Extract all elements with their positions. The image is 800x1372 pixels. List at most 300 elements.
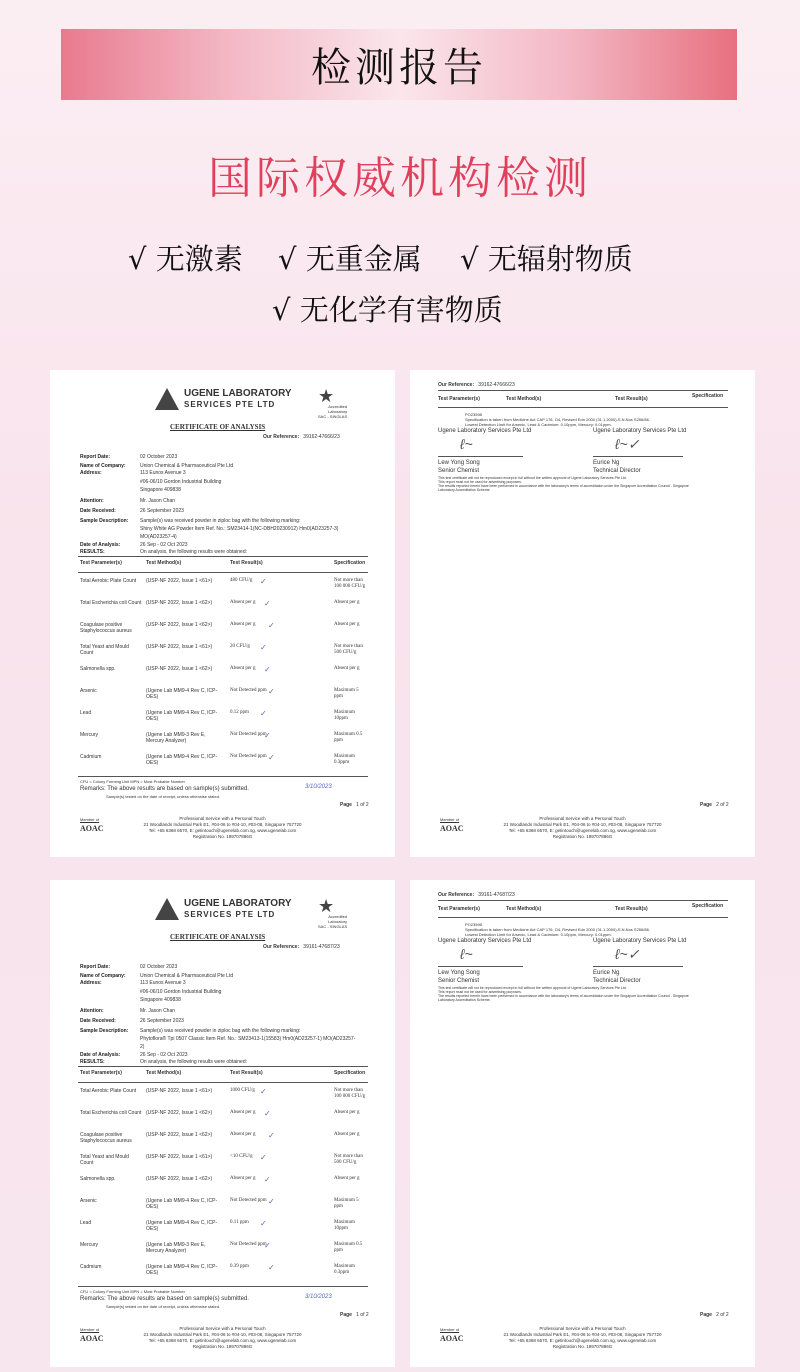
page-value: 1 of 2	[356, 1312, 369, 1318]
abbreviation-note: CFU = Colony Forming Unit MPN = Most Probable Number	[80, 779, 185, 784]
signature-line	[593, 966, 683, 967]
aoac-logo: AOAC	[80, 824, 104, 833]
test-method: (Ugene Lab MM9-3 Rev E,	[146, 1242, 206, 1248]
check-mark-icon: ✓	[260, 643, 267, 652]
check-mark-icon: ✓	[268, 621, 275, 630]
lab-name-line1: UGENE LABORATORY	[184, 898, 292, 909]
specification: Maximum	[334, 1220, 355, 1225]
feature-no-hormones: √ 无激素	[128, 242, 243, 276]
divider	[438, 390, 728, 391]
test-result: 0.11 ppm	[230, 1220, 249, 1225]
test-method: Mercury Analyzer)	[146, 738, 187, 744]
test-result: <10 CFU/g	[230, 1154, 253, 1159]
signing-company: Ugene Laboratory Services Pte Ltd	[593, 428, 687, 434]
test-parameter: Total Yeast and Mould	[80, 644, 129, 650]
specification: Maximum	[334, 754, 355, 759]
section-banner	[61, 29, 737, 100]
page-number	[700, 1312, 729, 1318]
test-method: (Ugene Lab MM9-4 Rev C, ICP-	[146, 1220, 218, 1226]
value-company: Union Chemical & Pharmaceutical Pte Ltd	[140, 973, 234, 979]
test-method: (Ugene Lab MM9-4 Rev C, ICP-	[146, 1198, 218, 1204]
divider	[78, 1082, 368, 1083]
page2-note: Lowest Detection Limit for Arsenic, Lead & Cadmium: 0.10ppm, Mercury: 0.01ppm.	[465, 422, 612, 427]
specification: ppm	[334, 694, 343, 699]
test-parameter: Total Escherichia coli Count	[80, 600, 142, 606]
value-attention: Mr. Jason Chan	[140, 1008, 176, 1014]
test-parameter: Total Escherichia coli Count	[80, 1110, 142, 1116]
footer-line: Registration No. 199707886G	[552, 1344, 613, 1349]
test-method: (USP-NF 2022, Issue 1 <61>)	[146, 644, 213, 650]
signer-title: Technical Director	[593, 468, 641, 474]
specification: Maximum 0.5	[334, 1242, 363, 1247]
label-address: Address:	[80, 470, 102, 476]
divider	[438, 917, 728, 918]
footer-line: 21 Woodlands Industrial Park E1, #04-06 to #04-10, #03-08, Singapore 757720	[143, 822, 302, 827]
label-sample: Sample Description:	[80, 518, 129, 524]
test-result: Absent per g	[230, 1110, 256, 1115]
lab-logo	[155, 898, 292, 920]
label-report_date: Report Date:	[80, 454, 111, 460]
specification: 10ppm	[334, 1226, 348, 1231]
signature-date: 3/10/2023	[305, 1294, 332, 1300]
disclaimer: This report must not be used for advertising purposes.	[438, 480, 522, 484]
signature-line	[438, 966, 523, 967]
page2-note: Lowest Detection Limit for Arsenic, Lead & Cadmium: 0.10ppm, Mercury: 0.01ppm.	[465, 932, 612, 937]
footer-line: Registration No. 199707886G	[192, 834, 253, 839]
test-method: OES)	[146, 694, 159, 700]
specification: Absent per g	[334, 1176, 360, 1181]
disclaimer: This test certificate will not be reproduced except in full without the written approval of Ugene Laboratory Services Pte Ltd.	[438, 476, 627, 480]
check-mark-icon: ✓	[264, 599, 271, 608]
test-parameter: Staphylococcus aureus	[80, 1138, 132, 1144]
test-result: 0.12 ppm	[230, 710, 249, 715]
column-header: Specification	[692, 903, 724, 909]
signing-company: Ugene Laboratory Services Pte Ltd	[593, 938, 687, 944]
feature-no-harmful-chemicals: √ 无化学有害物质	[272, 293, 503, 327]
lab-name-line2: SERVICES PTE LTD	[184, 910, 276, 919]
lab-logo	[155, 388, 292, 410]
test-parameter: Coagulase positive	[80, 622, 123, 628]
label-attention: Attention:	[80, 498, 104, 504]
label-report_date: Report Date:	[80, 964, 111, 970]
member-of-label: Member of	[80, 1327, 100, 1332]
test-result: Absent per g	[230, 600, 256, 605]
test-parameter: Lead	[80, 710, 92, 716]
check-mark-icon: ✓	[260, 577, 267, 586]
value-report_date: 02 October 2023	[140, 964, 178, 970]
check-mark-icon: ✓	[264, 731, 271, 740]
test-method: (USP-NF 2022, Issue 1 <62>)	[146, 600, 213, 606]
subtitle: 国际权威机构检测	[208, 153, 592, 204]
value-company: Singapore 409838	[140, 487, 181, 493]
test-parameter: Mercury	[80, 732, 99, 738]
reference-label: Our Reference:	[263, 434, 300, 440]
test-result: Absent per g	[230, 1176, 256, 1181]
member-of-label: Member of	[440, 1327, 460, 1332]
value-results: On analysis, the following results were obtained:	[140, 549, 248, 555]
label-sample: Sample Description:	[80, 1028, 129, 1034]
specification: Maximum 0.5	[334, 732, 363, 737]
accreditation-text: SAC - SINGLAS	[318, 924, 348, 929]
value-sample: Sample(s) was received powder in ziploc bag with the following marking:	[140, 518, 301, 524]
test-method: (USP-NF 2022, Issue 1 <62>)	[146, 1110, 213, 1116]
page-value: 2 of 2	[716, 1312, 729, 1318]
specification: ppm	[334, 738, 343, 743]
test-method: (USP-NF 2022, Issue 1 <61>)	[146, 1154, 213, 1160]
reference-label: Our Reference:	[263, 944, 300, 950]
page-number	[340, 802, 369, 808]
specification: Maximum	[334, 1264, 355, 1269]
divider	[78, 1286, 368, 1287]
test-parameter: Coagulase positive	[80, 1132, 123, 1138]
test-parameter: Total Aerobic Plate Count	[80, 578, 137, 584]
value-company: Union Chemical & Pharmaceutical Pte Ltd	[140, 463, 234, 469]
specification: Absent per g	[334, 1110, 360, 1115]
test-parameter: Lead	[80, 1220, 92, 1226]
value-company: 113 Eunos Avenue 3	[140, 470, 186, 476]
aoac-logo: AOAC	[440, 1334, 464, 1343]
check-mark-icon: ✓	[268, 1197, 275, 1206]
specification: 500 CFU/g	[334, 650, 357, 655]
column-header: Test Method(s)	[146, 1070, 182, 1076]
test-method: (Ugene Lab MM9-3 Rev E,	[146, 732, 206, 738]
signature-icon: ℓ~✓	[615, 436, 640, 452]
label-results: RESULTS:	[80, 1059, 105, 1065]
divider	[78, 776, 368, 777]
certificate-page-2	[410, 880, 755, 1367]
test-method: (USP-NF 2022, Issue 1 <62>)	[146, 666, 213, 672]
test-method: (USP-NF 2022, Issue 1 <62>)	[146, 622, 213, 628]
label-results: RESULTS:	[80, 549, 105, 555]
test-parameter: Total Yeast and Mould	[80, 1154, 129, 1160]
check-mark-icon: ✓	[268, 753, 275, 762]
our-reference	[438, 892, 515, 898]
page-label: Page	[700, 802, 712, 808]
reference-value: 39162-47666/23	[303, 434, 340, 440]
signer-name: Eurice Ng	[593, 460, 620, 466]
label-attention: Attention:	[80, 1008, 104, 1014]
column-header: Test Result(s)	[615, 396, 648, 402]
specification: Maximum 5	[334, 688, 359, 693]
specification: Not more than	[334, 1088, 363, 1093]
value-report_date: 02 October 2023	[140, 454, 178, 460]
lab-triangle-icon	[155, 388, 179, 410]
abbreviation-note: CFU = Colony Forming Unit MPN = Most Probable Number	[80, 1289, 185, 1294]
footer-line: 21 Woodlands Industrial Park E1, #04-06 to #04-10, #03-08, Singapore 757720	[143, 1332, 302, 1337]
specification: Maximum	[334, 710, 355, 715]
value-sample: MO(AD23257-4)	[140, 534, 177, 540]
column-header: Test Parameter(s)	[80, 1070, 122, 1076]
column-header: Test Result(s)	[230, 1070, 263, 1076]
test-method: (Ugene Lab MM9-4 Rev C, ICP-	[146, 754, 218, 760]
accreditation-badge	[318, 898, 347, 929]
aoac-logo: AOAC	[440, 824, 464, 833]
footer-line: Tel: +65 6368 6570, E: getintouch@ugenelab.com.sg, www.ugenelab.com	[148, 828, 297, 833]
footer-line: Registration No. 199707886G	[192, 1344, 253, 1349]
specification: Maximum 5	[334, 1198, 359, 1203]
test-result: Absent per g	[230, 1132, 256, 1137]
test-method: (USP-NF 2022, Issue 1 <61>)	[146, 578, 213, 584]
specification: ppm	[334, 1204, 343, 1209]
star-icon: ★	[318, 896, 335, 916]
test-parameter: Cadmium	[80, 1264, 102, 1270]
column-header: Test Parameter(s)	[438, 906, 480, 912]
signer-title: Technical Director	[593, 978, 641, 984]
test-method: OES)	[146, 716, 159, 722]
test-method: OES)	[146, 1270, 159, 1276]
value-sample: Phytoflora® Tpi 0507 Classic Item Ref. No.: SM23413-1(15583) Hm0(AD23257-1) MO(AD23257-	[140, 1036, 356, 1042]
test-result: Not Detected ppm	[230, 732, 267, 737]
reference-label: Our Reference:	[438, 382, 475, 388]
specification: 100 000 CFU/g	[334, 1094, 366, 1099]
test-parameter: Mercury	[80, 1242, 99, 1248]
specification: 100 000 CFU/g	[334, 584, 366, 589]
column-header: Specification	[334, 560, 366, 566]
column-header: Test Method(s)	[506, 906, 542, 912]
page2-note: PO23598	[465, 922, 482, 927]
page-label: Page	[700, 1312, 712, 1318]
page-label: Page	[340, 1312, 352, 1318]
test-method: (Ugene Lab MM9-4 Rev C, ICP-	[146, 1264, 218, 1270]
specification: 0.3ppm	[334, 760, 350, 765]
column-header: Test Result(s)	[230, 560, 263, 566]
column-header: Specification	[334, 1070, 366, 1076]
test-parameter: Salmonella spp.	[80, 666, 116, 672]
test-result: 20 CFU/g	[230, 644, 250, 649]
reference-value: 39162-47666/23	[478, 382, 515, 388]
page-label: Page	[340, 802, 352, 808]
signing-company: Ugene Laboratory Services Pte Ltd	[438, 428, 532, 434]
page2-note: Specification is taken from Medicine Act CAP 176, O4, Revised Edn 2000 (31.1.2000)-S.N.Nos S256/86.	[465, 927, 650, 932]
signer-title: Senior Chemist	[438, 978, 480, 984]
column-header: Test Parameter(s)	[438, 396, 480, 402]
test-parameter: Salmonella spp.	[80, 1176, 116, 1182]
page-number	[340, 1312, 369, 1318]
our-reference	[263, 944, 340, 950]
value-analysis: 26 Sep - 02 Oct 2023	[140, 542, 188, 548]
certificate-page-1	[50, 370, 395, 857]
value-received: 26 September 2023	[140, 508, 184, 514]
footer-line: Tel: +65 6368 6570, E: getintouch@ugenelab.com.sg, www.ugenelab.com	[508, 828, 657, 833]
check-mark-icon: ✓	[260, 1153, 267, 1162]
accreditation-text: SAC - SINGLAS	[318, 414, 348, 419]
test-result: 480 CFU/g	[230, 578, 253, 583]
test-parameter: Total Aerobic Plate Count	[80, 1088, 137, 1094]
value-attention: Mr. Jason Chan	[140, 498, 176, 504]
reference-value: 39161-47687/23	[303, 944, 340, 950]
test-method: OES)	[146, 1226, 159, 1232]
value-company: Singapore 409838	[140, 997, 181, 1003]
member-of-label: Member of	[440, 817, 460, 822]
test-parameter: Arsenic	[80, 688, 97, 694]
test-parameter: Cadmium	[80, 754, 102, 760]
column-header: Specification	[692, 393, 724, 399]
page2-note: PO23598	[465, 412, 482, 417]
signing-company: Ugene Laboratory Services Pte Ltd	[438, 938, 532, 944]
signature-date: 3/10/2023	[305, 784, 332, 790]
accreditation-badge	[318, 388, 347, 419]
check-mark-icon: ✓	[260, 1219, 267, 1228]
accreditation-text: Laboratory	[328, 409, 348, 414]
page-number	[700, 802, 729, 808]
lab-name	[184, 388, 292, 410]
footer-line: Tel: +65 6368 6570, E: getintouch@ugenelab.com.sg, www.ugenelab.com	[508, 1338, 657, 1343]
test-method: OES)	[146, 760, 159, 766]
signature-line	[593, 456, 683, 457]
reference-label: Our Reference:	[438, 892, 475, 898]
divider	[78, 572, 368, 573]
specification: Absent per g	[334, 622, 360, 627]
our-reference	[438, 382, 515, 388]
lab-triangle-icon	[155, 898, 179, 920]
lab-name-line2: SERVICES PTE LTD	[184, 400, 276, 409]
test-method: (USP-NF 2022, Issue 1 <61>)	[146, 1088, 213, 1094]
section-title: 检测报告	[311, 45, 487, 91]
value-company: #06-06/10 Gordon Industrial Building	[140, 479, 222, 485]
footer-line: Registration No. 199707886G	[552, 834, 613, 839]
footer-line: Professional Service with a Personal Touch	[179, 816, 266, 821]
certificate-page-2	[410, 370, 755, 857]
specification: 0.3ppm	[334, 1270, 350, 1275]
disclaimer: This test certificate will not be reproduced except in full without the written approval of Ugene Laboratory Services Pte Ltd.	[438, 986, 627, 990]
divider	[438, 407, 728, 408]
value-company: 113 Eunos Avenue 3	[140, 980, 186, 986]
signer-name: Eurice Ng	[593, 970, 620, 976]
remarks-note: Sample(s) tested on the date of receipt, unless otherwise stated.	[106, 1304, 221, 1309]
footer-line: 21 Woodlands Industrial Park E1, #04-06 to #04-10, #03-08, Singapore 757720	[503, 1332, 662, 1337]
value-received: 26 September 2023	[140, 1018, 184, 1024]
check-mark-icon: ✓	[264, 1175, 271, 1184]
footer-line: Tel: +65 6368 6570, E: getintouch@ugenelab.com.sg, www.ugenelab.com	[148, 1338, 297, 1343]
feature-no-heavy-metals: √ 无重金属	[278, 242, 422, 276]
value-company: #06-06/10 Gordon Industrial Building	[140, 989, 222, 995]
value-sample: Shiny White AG Powder Item Ref. No.: SM23414-1(NC-DBH20230912) Hm0(AD23257-3)	[140, 526, 339, 532]
label-company: Name of Company:	[80, 973, 126, 979]
remarks-note: Sample(s) tested on the date of receipt, unless otherwise stated.	[106, 794, 221, 799]
accreditation-text: Laboratory	[328, 919, 348, 924]
divider	[438, 900, 728, 901]
footer-line: Professional Service with a Personal Touch	[539, 816, 626, 821]
lab-name-line1: UGENE LABORATORY	[184, 388, 292, 399]
signer-name: Lew Yong Song	[438, 970, 480, 976]
column-header: Test Method(s)	[506, 396, 542, 402]
certificate-page-1	[50, 880, 395, 1367]
disclaimer: The results reported herein have been performed in accordance with the laboratory's terms of accreditation under the Singapore Accreditation Council - Singapore	[438, 994, 689, 998]
column-header: Test Method(s)	[146, 560, 182, 566]
our-reference	[263, 434, 340, 440]
test-method: (Ugene Lab MM9-4 Rev C, ICP-	[146, 710, 218, 716]
specification: Not more than	[334, 644, 363, 649]
test-result: 1000 CFU/g	[230, 1088, 255, 1093]
label-company: Name of Company:	[80, 463, 126, 469]
test-method: OES)	[146, 1204, 159, 1210]
test-parameter: Staphylococcus aureus	[80, 628, 132, 634]
test-result: 0.39 ppm	[230, 1264, 249, 1269]
check-mark-icon: ✓	[260, 709, 267, 718]
specification: Not more than	[334, 1154, 363, 1159]
certificate-title: CERTIFICATE OF ANALYSIS	[170, 933, 266, 941]
test-result: Not Detected ppm	[230, 1198, 267, 1203]
test-result: Absent per g	[230, 666, 256, 671]
signer-title: Senior Chemist	[438, 468, 480, 474]
accreditation-text: Accredited	[328, 914, 348, 919]
aoac-logo: AOAC	[80, 1334, 104, 1343]
divider	[78, 556, 368, 557]
check-mark-icon: ✓	[264, 1109, 271, 1118]
member-of-label: Member of	[80, 817, 100, 822]
check-mark-icon: ✓	[264, 665, 271, 674]
test-parameter: Arsenic	[80, 1198, 97, 1204]
test-result: Not Detected ppm	[230, 688, 267, 693]
label-analysis: Date of Analysis:	[80, 1052, 121, 1058]
specification: Absent per g	[334, 1132, 360, 1137]
remarks: Remarks: The above results are based on sample(s) submitted.	[80, 1296, 249, 1302]
disclaimer: The results reported herein have been performed in accordance with the laboratory's terms of accreditation under the Singapore Accreditation Council - Singapore	[438, 484, 689, 488]
specification: Absent per g	[334, 600, 360, 605]
reference-value: 39161-47687/23	[478, 892, 515, 898]
check-mark-icon: ✓	[268, 1263, 275, 1272]
page-value: 1 of 2	[356, 802, 369, 808]
page-value: 2 of 2	[716, 802, 729, 808]
test-parameter: Count	[80, 650, 94, 656]
value-results: On analysis, the following results were obtained:	[140, 1059, 248, 1065]
signature-icon: ℓ~	[460, 946, 473, 962]
footer-line: 21 Woodlands Industrial Park E1, #04-06 to #04-10, #03-08, Singapore 757720	[503, 822, 662, 827]
disclaimer: Laboratory Accreditation Scheme.	[438, 998, 491, 1002]
specification: 10ppm	[334, 716, 348, 721]
test-method: (USP-NF 2022, Issue 1 <62>)	[146, 1132, 213, 1138]
label-address: Address:	[80, 980, 102, 986]
test-result: Absent per g	[230, 622, 256, 627]
specification: 500 CFU/g	[334, 1160, 357, 1165]
value-sample: 2)	[140, 1044, 145, 1050]
test-method: (Ugene Lab MM9-4 Rev C, ICP-	[146, 688, 218, 694]
disclaimer: Laboratory Accreditation Scheme.	[438, 488, 491, 492]
test-result: Not Detected ppm	[230, 1242, 267, 1247]
signer-name: Lew Yong Song	[438, 460, 480, 466]
check-mark-icon: ✓	[264, 1241, 271, 1250]
column-header: Test Parameter(s)	[80, 560, 122, 566]
check-mark-icon: ✓	[260, 1087, 267, 1096]
label-received: Date Received:	[80, 508, 116, 514]
column-header: Test Result(s)	[615, 906, 648, 912]
specification: Not more than	[334, 578, 363, 583]
signature-icon: ℓ~	[460, 436, 473, 452]
check-mark-icon: ✓	[268, 687, 275, 696]
label-analysis: Date of Analysis:	[80, 542, 121, 548]
disclaimer: This report must not be used for advertising purposes.	[438, 990, 522, 994]
footer-line: Professional Service with a Personal Touch	[179, 1326, 266, 1331]
lab-name	[184, 898, 292, 920]
value-sample: Sample(s) was received powder in ziploc bag with the following marking:	[140, 1028, 301, 1034]
certificate-title: CERTIFICATE OF ANALYSIS	[170, 423, 266, 431]
test-method: Mercury Analyzer)	[146, 1248, 187, 1254]
test-parameter: Count	[80, 1160, 94, 1166]
remarks: Remarks: The above results are based on sample(s) submitted.	[80, 786, 249, 792]
star-icon: ★	[318, 386, 335, 406]
specification: Absent per g	[334, 666, 360, 671]
feature-no-radiation: √ 无辐射物质	[460, 242, 633, 276]
signature-icon: ℓ~✓	[615, 946, 640, 962]
label-received: Date Received:	[80, 1018, 116, 1024]
divider	[78, 1066, 368, 1067]
signature-line	[438, 456, 523, 457]
test-method: (USP-NF 2022, Issue 1 <62>)	[146, 1176, 213, 1182]
value-analysis: 26 Sep - 02 Oct 2023	[140, 1052, 188, 1058]
specification: ppm	[334, 1248, 343, 1253]
footer-line: Professional Service with a Personal Touch	[539, 1326, 626, 1331]
accreditation-text: Accredited	[328, 404, 348, 409]
